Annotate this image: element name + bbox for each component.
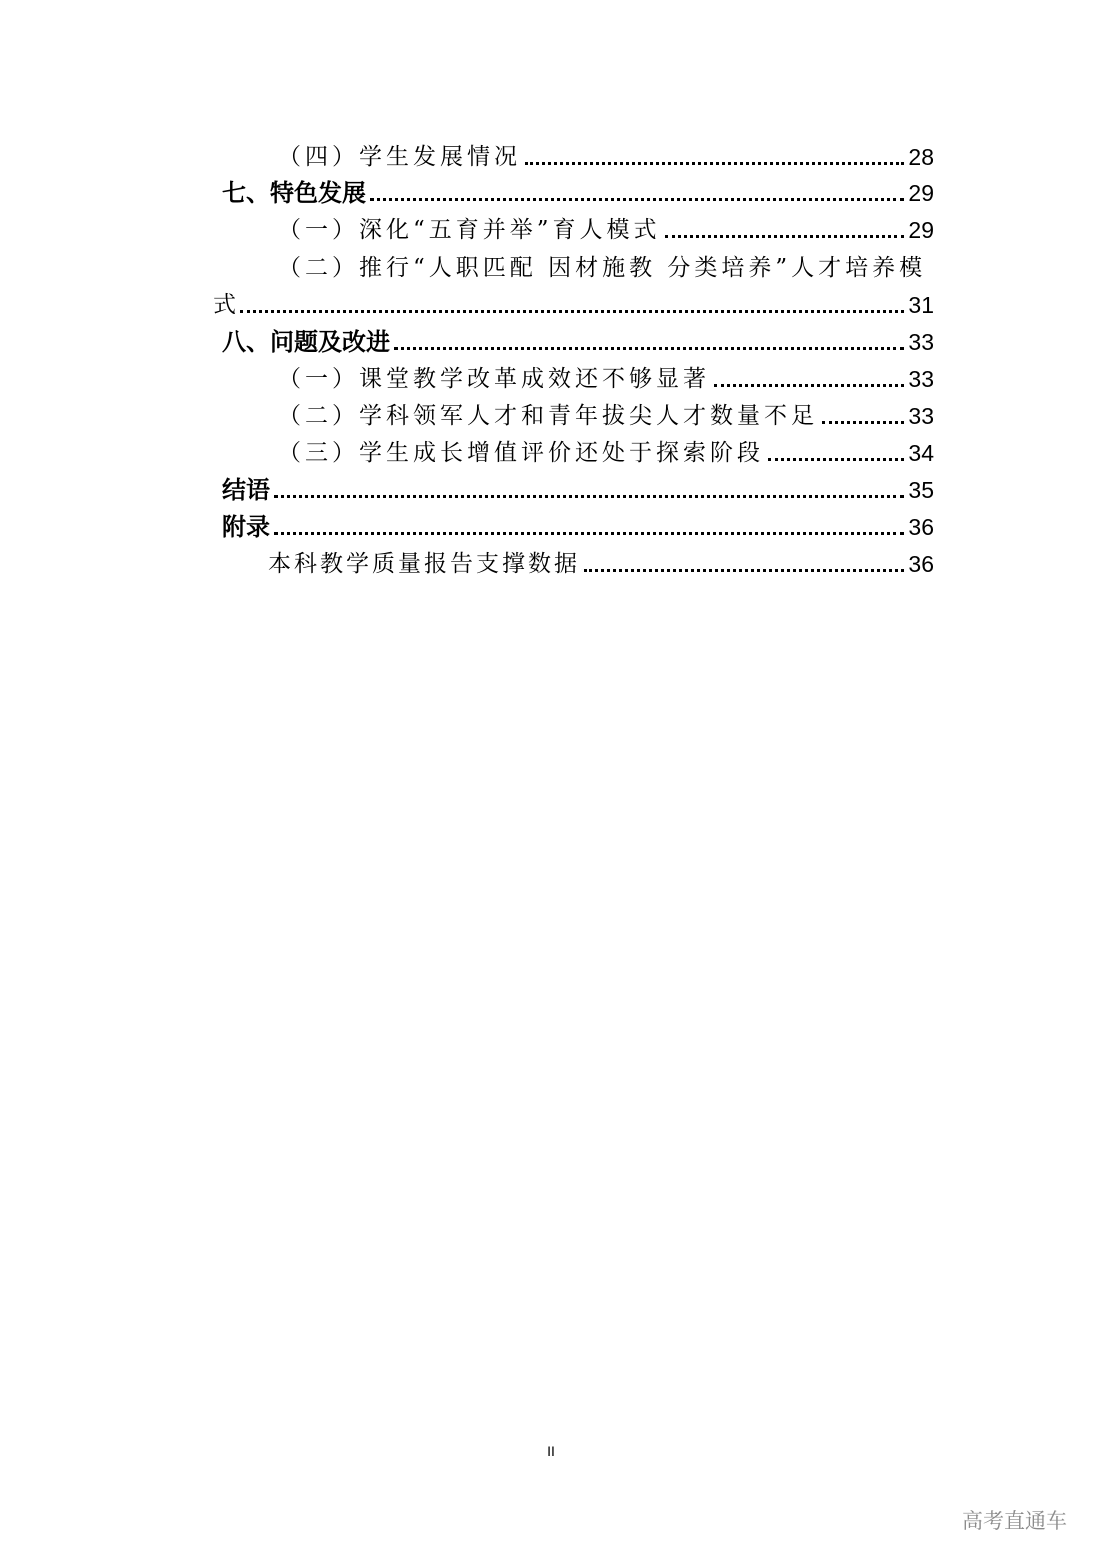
- toc-entry-title: （一）深化“五育并举”育人模式: [278, 217, 661, 243]
- toc-entry-title: 八、问题及改进: [222, 328, 390, 356]
- toc-entry-title: （二）推行“人职匹配 因材施教 分类培养”人才培养模: [278, 255, 927, 281]
- toc-entry-title: 本科教学质量报告支撑数据: [268, 551, 580, 577]
- toc-leader-dots: [714, 384, 904, 387]
- toc-entry-student-development[interactable]: [278, 138, 934, 172]
- toc-entry-appendix[interactable]: [222, 508, 934, 542]
- toc-entry-talent-training-cont[interactable]: [213, 286, 934, 320]
- toc-leader-dots: [274, 495, 904, 498]
- page-number: II: [547, 1443, 555, 1459]
- toc-entry-title: （三）学生成长增值评价还处于探索阶段: [278, 440, 764, 466]
- toc-leader-dots: [584, 569, 904, 572]
- toc-entry-page: 36: [908, 514, 934, 540]
- toc-entry-problems-improvement[interactable]: [222, 323, 934, 357]
- toc-entry-title: （二）学科领军人才和青年拔尖人才数量不足: [278, 403, 818, 429]
- toc-leader-dots: [240, 310, 904, 313]
- toc-entry-page: 31: [908, 292, 934, 318]
- watermark-text: 高考直通车: [962, 1509, 1067, 1533]
- toc-entry-title: 式: [213, 292, 236, 318]
- toc-entry-supporting-data[interactable]: [268, 545, 934, 579]
- toc-leader-dots: [822, 421, 904, 424]
- toc-entry-featured-development[interactable]: [222, 174, 934, 208]
- table-of-contents: [0, 0, 1102, 600]
- toc-entry-title: 结语: [222, 476, 270, 504]
- toc-entry-page: 34: [908, 440, 934, 466]
- toc-entry-page: 29: [908, 217, 934, 243]
- toc-entry-page: 33: [908, 366, 934, 392]
- toc-leader-dots: [525, 162, 904, 165]
- toc-entry-value-added-evaluation[interactable]: [278, 434, 934, 468]
- toc-entry-title: （一）课堂教学改革成效还不够显著: [278, 366, 710, 392]
- toc-entry-page: 36: [908, 551, 934, 577]
- toc-entry-title: 七、特色发展: [222, 179, 366, 207]
- toc-entry-page: 33: [908, 403, 934, 429]
- toc-entry-page: 35: [908, 477, 934, 503]
- toc-leader-dots: [370, 198, 904, 201]
- toc-leader-dots: [394, 347, 904, 350]
- toc-entry-title: （四）学生发展情况: [278, 144, 521, 170]
- toc-entry-page: 28: [908, 144, 934, 170]
- toc-entry-five-education[interactable]: [278, 211, 934, 245]
- toc-entry-classroom-reform[interactable]: [278, 360, 934, 394]
- toc-entry-conclusion[interactable]: [222, 471, 934, 505]
- toc-leader-dots: [768, 458, 904, 461]
- toc-entry-talent-training[interactable]: [278, 249, 934, 283]
- toc-entry-page: 33: [908, 329, 934, 355]
- toc-entry-title: 附录: [222, 513, 270, 541]
- toc-entry-page: 29: [908, 180, 934, 206]
- toc-leader-dots: [274, 532, 904, 535]
- toc-leader-dots: [665, 235, 905, 238]
- toc-entry-leading-talent[interactable]: [278, 397, 934, 431]
